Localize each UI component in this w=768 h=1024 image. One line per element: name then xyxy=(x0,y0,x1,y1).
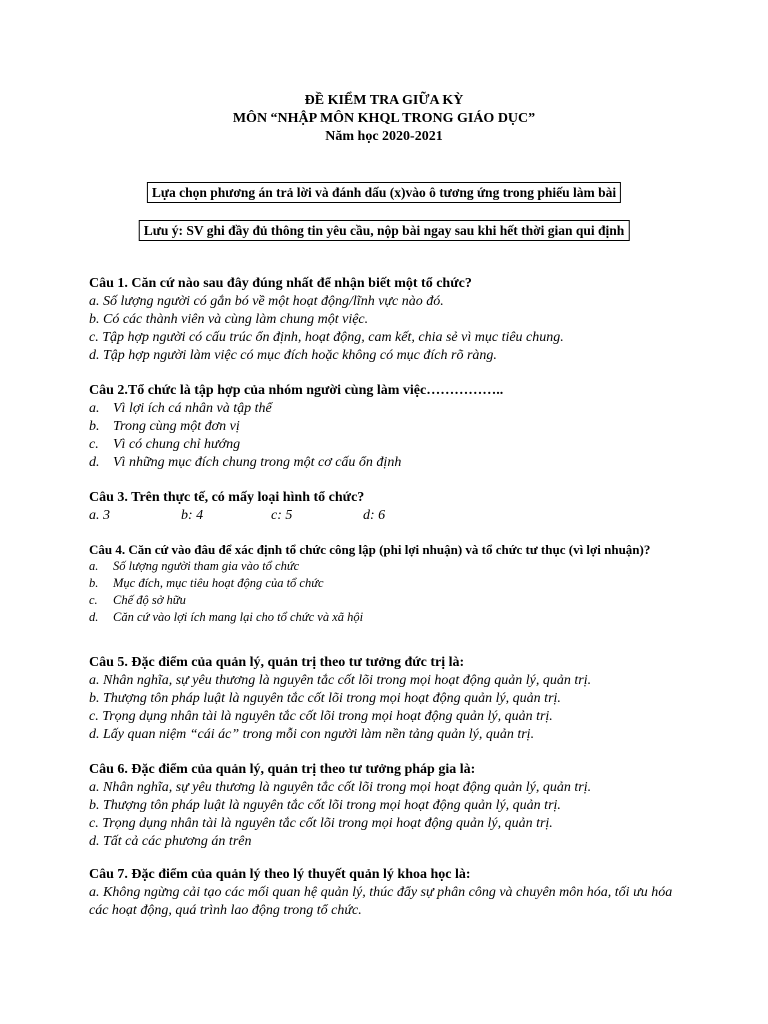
option-text: Mục đích, mục tiêu hoạt động của tổ chức xyxy=(113,576,324,590)
option-d: d: 6 xyxy=(363,508,386,523)
option-text: Vì lợi ích cá nhân và tập thể xyxy=(113,401,272,416)
option-a xyxy=(89,400,689,418)
option-b xyxy=(89,575,689,592)
option-text: Vì những mục đích chung trong một cơ cấu ổn định xyxy=(113,455,402,470)
question-3 xyxy=(89,489,689,525)
option-label: d. xyxy=(89,610,99,624)
option-text: Căn cứ vào lợi ích mang lại cho tổ chức và xã hội xyxy=(113,610,364,624)
exam-year: Năm học 2020-2021 xyxy=(325,129,443,144)
exam-header xyxy=(0,92,768,146)
option-text: Trong cùng một đơn vị xyxy=(113,419,240,434)
question-title: Câu 3. Trên thực tế, có mấy loại hình tổ chức? xyxy=(89,490,365,505)
question-1 xyxy=(89,275,689,365)
question-6 xyxy=(89,761,689,851)
option-c xyxy=(89,436,689,454)
option-a: a. Nhân nghĩa, sự yêu thương là nguyên tắc cốt lõi trong mọi hoạt động quản lý, quản trị. xyxy=(89,780,592,795)
option-label: a. xyxy=(89,401,100,416)
option-label: a. xyxy=(89,559,99,573)
option-a: a. 3 xyxy=(89,508,110,523)
options-row xyxy=(89,507,689,525)
option-b: b. Thượng tôn pháp luật là nguyên tắc cốt lõi trong mọi hoạt động quản lý, quản trị. xyxy=(89,691,561,706)
question-7 xyxy=(89,866,689,920)
option-text: Vì có chung chỉ hướng xyxy=(113,437,241,452)
question-title: Câu 1. Căn cứ nào sau đây đúng nhất để nhận biết một tổ chức? xyxy=(89,276,472,291)
option-label: c. xyxy=(89,593,98,607)
option-d: d. Tập hợp người làm việc có mục đích hoặc không có mục đích rõ ràng. xyxy=(89,348,497,363)
question-title: Câu 2.Tổ chức là tập hợp của nhóm người cùng làm việc…………….. xyxy=(89,383,504,398)
option-c: c: 5 xyxy=(271,508,293,523)
instruction-box-2: Lưu ý: SV ghi đầy đủ thông tin yêu cầu, nộp bài ngay sau khi hết thời gian qui định xyxy=(139,220,630,241)
option-c: c. Tập hợp người có cấu trúc ổn định, hoạt động, cam kết, chia sẻ vì mục tiêu chung. xyxy=(89,330,564,345)
option-a xyxy=(89,558,689,575)
option-b: b: 4 xyxy=(181,508,204,523)
option-a: a. Không ngừng cải tạo các mối quan hệ quản lý, thúc đẩy sự phân công và chuyên môn hóa, tối ưu hóa các hoạt động, quá trình lao động trong tổ chức. xyxy=(89,885,673,918)
option-b: b. Có các thành viên và cùng làm chung một việc. xyxy=(89,312,369,327)
option-d xyxy=(89,454,689,472)
option-a: a. Số lượng người có gắn bó về một hoạt động/lĩnh vực nào đó. xyxy=(89,294,444,309)
option-label: c. xyxy=(89,437,99,452)
option-c xyxy=(89,592,689,609)
option-d: d. Tất cả các phương án trên xyxy=(89,834,252,849)
option-label: d. xyxy=(89,455,100,470)
option-text: Số lượng người tham gia vào tổ chức xyxy=(113,559,300,573)
option-b: b. Thượng tôn pháp luật là nguyên tắc cốt lõi trong mọi hoạt động quản lý, quản trị. xyxy=(89,798,561,813)
option-b xyxy=(89,418,689,436)
option-c: c. Trọng dụng nhân tài là nguyên tắc cốt lõi trong mọi hoạt động quản lý, quản trị. xyxy=(89,816,553,831)
option-d: d. Lấy quan niệm “cái ác” trong mỗi con người làm nền tảng quản lý, quản trị. xyxy=(89,727,535,742)
question-title: Câu 5. Đặc điểm của quản lý, quản trị theo tư tưởng đức trị là: xyxy=(89,655,465,670)
question-title: Câu 4. Căn cứ vào đâu để xác định tổ chức công lập (phi lợi nhuận) và tổ chức tư thục (vì lợi nhuận)? xyxy=(89,542,651,557)
question-title: Câu 7. Đặc điểm của quản lý theo lý thuyết quản lý khoa học là: xyxy=(89,867,471,882)
exam-subject: MÔN “NHẬP MÔN KHQL TRONG GIÁO DỤC” xyxy=(232,111,536,126)
option-label: b. xyxy=(89,576,99,590)
question-title: Câu 6. Đặc điểm của quản lý, quản trị theo tư tưởng pháp gia là: xyxy=(89,762,476,777)
question-4 xyxy=(89,542,689,626)
option-d xyxy=(89,609,689,626)
option-text: Chế độ sở hữu xyxy=(113,593,186,607)
option-a: a. Nhân nghĩa, sự yêu thương là nguyên tắc cốt lõi trong mọi hoạt động quản lý, quản trị. xyxy=(89,673,592,688)
instruction-box-1: Lựa chọn phương án trả lời và đánh dấu (x)vào ô tương ứng trong phiếu làm bài xyxy=(147,182,621,203)
option-c: c. Trọng dụng nhân tài là nguyên tắc cốt lõi trong mọi hoạt động quản lý, quản trị. xyxy=(89,709,553,724)
question-5 xyxy=(89,654,689,744)
exam-title: ĐỀ KIỂM TRA GIỮA KỲ xyxy=(304,93,464,108)
option-label: b. xyxy=(89,419,100,434)
question-2 xyxy=(89,382,689,472)
